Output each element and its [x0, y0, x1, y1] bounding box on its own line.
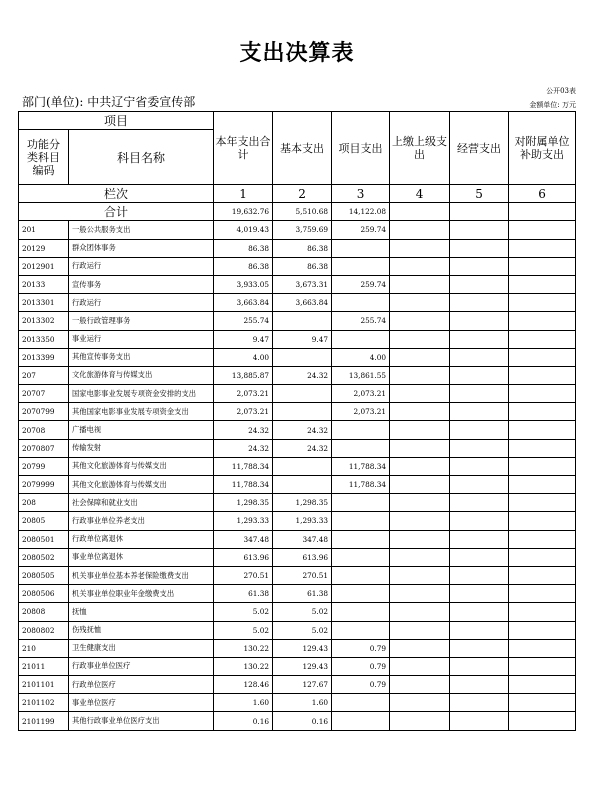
row-total: 24.32 [214, 439, 273, 457]
department-label: 部门(单位): 中共辽宁省委宣传部 [22, 95, 196, 109]
amount-unit: 金额单位: 万元 [529, 101, 576, 109]
column-index: 2 [273, 185, 332, 203]
table-row [19, 712, 576, 730]
row-code: 2079999 [19, 476, 69, 494]
row-business [450, 239, 509, 257]
row-project [332, 694, 390, 712]
row-subsidy [509, 385, 576, 403]
row-total: 1,293.33 [214, 512, 273, 530]
totals-upper [390, 203, 450, 221]
row-subsidy [509, 621, 576, 639]
row-subsidy [509, 348, 576, 366]
row-code: 2013399 [19, 348, 69, 366]
row-basic: 9.47 [273, 330, 332, 348]
row-subsidy [509, 403, 576, 421]
row-project [332, 494, 390, 512]
header-business: 经营支出 [450, 112, 509, 185]
row-business [450, 294, 509, 312]
table-row [19, 257, 576, 275]
row-subsidy [509, 294, 576, 312]
row-business [450, 712, 509, 730]
table-row [19, 548, 576, 566]
row-total: 2,073.21 [214, 403, 273, 421]
row-upper [390, 348, 450, 366]
row-total: 24.32 [214, 421, 273, 439]
row-basic: 613.96 [273, 548, 332, 566]
row-project: 0.79 [332, 657, 390, 675]
row-name: 行政运行 [69, 294, 214, 312]
row-subsidy [509, 694, 576, 712]
row-basic: 3,673.31 [273, 275, 332, 293]
row-upper [390, 494, 450, 512]
row-total: 613.96 [214, 548, 273, 566]
table-row [19, 439, 576, 457]
row-upper [390, 385, 450, 403]
row-business [450, 566, 509, 584]
row-subsidy [509, 221, 576, 239]
row-basic [273, 457, 332, 475]
row-code: 210 [19, 639, 69, 657]
form-number: 公开03表 [546, 87, 576, 95]
row-project [332, 548, 390, 566]
row-subsidy [509, 275, 576, 293]
row-subsidy [509, 366, 576, 384]
row-project: 0.79 [332, 676, 390, 694]
totals-basic: 5,510.68 [273, 203, 332, 221]
row-business [450, 312, 509, 330]
row-business [450, 585, 509, 603]
row-basic [273, 385, 332, 403]
row-subsidy [509, 512, 576, 530]
row-total: 11,788.34 [214, 457, 273, 475]
row-code: 2070799 [19, 403, 69, 421]
row-upper [390, 476, 450, 494]
row-business [450, 676, 509, 694]
row-total: 5.02 [214, 621, 273, 639]
row-upper [390, 603, 450, 621]
row-subsidy [509, 566, 576, 584]
table-row [19, 694, 576, 712]
totals-total: 19,632.76 [214, 203, 273, 221]
row-upper [390, 512, 450, 530]
row-basic [273, 312, 332, 330]
row-project [332, 585, 390, 603]
row-upper [390, 657, 450, 675]
row-project [332, 566, 390, 584]
row-upper [390, 366, 450, 384]
table-row [19, 585, 576, 603]
row-code: 2080506 [19, 585, 69, 603]
row-name: 其他国家电影事业发展专项资金支出 [69, 403, 214, 421]
row-basic: 61.38 [273, 585, 332, 603]
header-subsidy: 对附属单位补助支出 [509, 112, 576, 185]
row-total: 3,933.05 [214, 275, 273, 293]
row-code: 207 [19, 366, 69, 384]
column-index: 5 [450, 185, 509, 203]
row-subsidy [509, 494, 576, 512]
table-row [19, 421, 576, 439]
row-business [450, 275, 509, 293]
row-subsidy [509, 548, 576, 566]
table-row [19, 275, 576, 293]
row-basic: 5.02 [273, 603, 332, 621]
totals-subsidy [509, 203, 576, 221]
row-upper [390, 530, 450, 548]
table-row [19, 385, 576, 403]
row-total: 1,298.35 [214, 494, 273, 512]
row-name: 卫生健康支出 [69, 639, 214, 657]
row-code: 2012901 [19, 257, 69, 275]
row-total: 4,019.43 [214, 221, 273, 239]
row-project: 0.79 [332, 639, 390, 657]
table-row [19, 494, 576, 512]
row-project [332, 257, 390, 275]
row-total: 5.02 [214, 603, 273, 621]
row-basic: 3,759.69 [273, 221, 332, 239]
row-project [332, 621, 390, 639]
row-upper [390, 712, 450, 730]
row-business [450, 494, 509, 512]
row-code: 2080501 [19, 530, 69, 548]
row-subsidy [509, 603, 576, 621]
row-code: 21011 [19, 657, 69, 675]
row-project: 13,861.55 [332, 366, 390, 384]
totals-business [450, 203, 509, 221]
row-project [332, 421, 390, 439]
row-upper [390, 566, 450, 584]
row-business [450, 694, 509, 712]
row-basic [273, 476, 332, 494]
row-name: 抚恤 [69, 603, 214, 621]
row-project [332, 294, 390, 312]
row-upper [390, 639, 450, 657]
row-business [450, 457, 509, 475]
row-business [450, 439, 509, 457]
row-subsidy [509, 439, 576, 457]
row-project [332, 530, 390, 548]
row-upper [390, 239, 450, 257]
row-business [450, 366, 509, 384]
row-basic: 86.38 [273, 239, 332, 257]
row-subsidy [509, 257, 576, 275]
row-code: 20805 [19, 512, 69, 530]
table-row [19, 330, 576, 348]
table-row [19, 530, 576, 548]
row-name: 传输发射 [69, 439, 214, 457]
row-name: 一般行政管理事务 [69, 312, 214, 330]
row-project [332, 603, 390, 621]
row-upper [390, 439, 450, 457]
row-subsidy [509, 239, 576, 257]
row-name: 行政运行 [69, 257, 214, 275]
row-business [450, 512, 509, 530]
row-project: 2,073.21 [332, 403, 390, 421]
row-basic: 24.32 [273, 439, 332, 457]
table-row [19, 403, 576, 421]
row-project [332, 330, 390, 348]
row-name: 行政事业单位医疗 [69, 657, 214, 675]
row-project [332, 239, 390, 257]
row-basic: 129.43 [273, 657, 332, 675]
row-upper [390, 330, 450, 348]
row-business [450, 639, 509, 657]
row-code: 20707 [19, 385, 69, 403]
header-name: 科目名称 [69, 130, 214, 185]
row-basic: 24.32 [273, 366, 332, 384]
table-row [19, 603, 576, 621]
row-upper [390, 548, 450, 566]
table-row [19, 657, 576, 675]
row-basic: 347.48 [273, 530, 332, 548]
row-business [450, 621, 509, 639]
row-code: 20808 [19, 603, 69, 621]
row-name: 社会保障和就业支出 [69, 494, 214, 512]
row-subsidy [509, 330, 576, 348]
column-index-label: 栏次 [19, 185, 214, 203]
row-code: 2080802 [19, 621, 69, 639]
table-row [19, 348, 576, 366]
row-total: 1.60 [214, 694, 273, 712]
row-upper [390, 294, 450, 312]
page-title: 支出决算表 [239, 41, 355, 66]
row-name: 其他宣传事务支出 [69, 348, 214, 366]
row-code: 2013301 [19, 294, 69, 312]
row-project: 255.74 [332, 312, 390, 330]
row-total: 11,788.34 [214, 476, 273, 494]
row-business [450, 603, 509, 621]
row-business [450, 476, 509, 494]
row-project: 11,788.34 [332, 457, 390, 475]
row-name: 事业单位医疗 [69, 694, 214, 712]
row-name: 广播电视 [69, 421, 214, 439]
row-code: 208 [19, 494, 69, 512]
row-total: 86.38 [214, 257, 273, 275]
row-subsidy [509, 712, 576, 730]
row-subsidy [509, 312, 576, 330]
row-business [450, 657, 509, 675]
row-project: 4.00 [332, 348, 390, 366]
row-code: 2080502 [19, 548, 69, 566]
row-code: 2080505 [19, 566, 69, 584]
row-business [450, 221, 509, 239]
column-index: 3 [332, 185, 390, 203]
row-basic: 86.38 [273, 257, 332, 275]
row-project: 259.74 [332, 275, 390, 293]
row-project [332, 439, 390, 457]
row-upper [390, 621, 450, 639]
row-name: 宣传事务 [69, 275, 214, 293]
row-upper [390, 275, 450, 293]
row-total: 86.38 [214, 239, 273, 257]
row-name: 国家电影事业发展专项资金安排的支出 [69, 385, 214, 403]
row-upper [390, 457, 450, 475]
row-basic: 24.32 [273, 421, 332, 439]
row-subsidy [509, 676, 576, 694]
row-name: 机关事业单位职业年金缴费支出 [69, 585, 214, 603]
row-name: 行政单位医疗 [69, 676, 214, 694]
row-subsidy [509, 657, 576, 675]
row-basic [273, 403, 332, 421]
row-code: 20133 [19, 275, 69, 293]
row-name: 一般公共服务支出 [69, 221, 214, 239]
column-index: 6 [509, 185, 576, 203]
table-row [19, 566, 576, 584]
row-upper [390, 257, 450, 275]
row-business [450, 548, 509, 566]
row-total: 3,663.84 [214, 294, 273, 312]
row-total: 270.51 [214, 566, 273, 584]
row-total: 13,885.87 [214, 366, 273, 384]
row-upper [390, 676, 450, 694]
row-total: 61.38 [214, 585, 273, 603]
row-name: 文化旅游体育与传媒支出 [69, 366, 214, 384]
row-total: 4.00 [214, 348, 273, 366]
row-business [450, 421, 509, 439]
row-basic: 0.16 [273, 712, 332, 730]
row-total: 128.46 [214, 676, 273, 694]
table-row [19, 621, 576, 639]
table-row [19, 639, 576, 657]
row-name: 事业运行 [69, 330, 214, 348]
row-basic: 1,298.35 [273, 494, 332, 512]
row-subsidy [509, 421, 576, 439]
row-basic: 5.02 [273, 621, 332, 639]
header-upper: 上缴上级支出 [390, 112, 450, 185]
row-subsidy [509, 585, 576, 603]
table-row [19, 239, 576, 257]
row-code: 20799 [19, 457, 69, 475]
row-business [450, 403, 509, 421]
row-subsidy [509, 530, 576, 548]
header-total: 本年支出合计 [214, 112, 273, 185]
row-upper [390, 694, 450, 712]
totals-project: 14,122.08 [332, 203, 390, 221]
row-basic: 1.60 [273, 694, 332, 712]
row-upper [390, 421, 450, 439]
row-basic: 3,663.84 [273, 294, 332, 312]
row-upper [390, 312, 450, 330]
row-total: 347.48 [214, 530, 273, 548]
row-name: 行政单位离退休 [69, 530, 214, 548]
row-name: 机关事业单位基本养老保险缴费支出 [69, 566, 214, 584]
table-row [19, 366, 576, 384]
table-row [19, 312, 576, 330]
row-basic [273, 348, 332, 366]
row-subsidy [509, 457, 576, 475]
row-code: 20708 [19, 421, 69, 439]
row-business [450, 348, 509, 366]
row-basic: 129.43 [273, 639, 332, 657]
row-project: 259.74 [332, 221, 390, 239]
table-row [19, 476, 576, 494]
row-subsidy [509, 476, 576, 494]
row-business [450, 330, 509, 348]
row-business [450, 530, 509, 548]
row-total: 0.16 [214, 712, 273, 730]
row-project [332, 712, 390, 730]
row-total: 2,073.21 [214, 385, 273, 403]
row-upper [390, 403, 450, 421]
totals-label: 合计 [19, 203, 214, 221]
row-name: 群众团体事务 [69, 239, 214, 257]
row-business [450, 385, 509, 403]
row-project: 11,788.34 [332, 476, 390, 494]
totals-row [19, 203, 576, 221]
row-code: 2013302 [19, 312, 69, 330]
row-code: 2070807 [19, 439, 69, 457]
row-total: 255.74 [214, 312, 273, 330]
row-code: 2013350 [19, 330, 69, 348]
row-basic: 1,293.33 [273, 512, 332, 530]
row-name: 其他行政事业单位医疗支出 [69, 712, 214, 730]
row-business [450, 257, 509, 275]
row-subsidy [509, 639, 576, 657]
row-name: 其他文化旅游体育与传媒支出 [69, 457, 214, 475]
expenditure-table [18, 111, 576, 731]
row-basic: 270.51 [273, 566, 332, 584]
header-code: 功能分类科目编码 [19, 130, 69, 185]
row-name: 事业单位离退休 [69, 548, 214, 566]
row-basic: 127.67 [273, 676, 332, 694]
table-row [19, 676, 576, 694]
row-code: 201 [19, 221, 69, 239]
row-upper [390, 585, 450, 603]
column-index: 1 [214, 185, 273, 203]
row-name: 其他文化旅游体育与传媒支出 [69, 476, 214, 494]
header-item: 项目 [19, 112, 214, 130]
table-row [19, 294, 576, 312]
table-row [19, 457, 576, 475]
row-name: 伤残抚恤 [69, 621, 214, 639]
row-name: 行政事业单位养老支出 [69, 512, 214, 530]
header-project: 项目支出 [332, 112, 390, 185]
row-project: 2,073.21 [332, 385, 390, 403]
row-total: 9.47 [214, 330, 273, 348]
row-code: 2101199 [19, 712, 69, 730]
row-code: 20129 [19, 239, 69, 257]
column-index: 4 [390, 185, 450, 203]
row-code: 2101102 [19, 694, 69, 712]
row-total: 130.22 [214, 657, 273, 675]
table-row [19, 221, 576, 239]
row-total: 130.22 [214, 639, 273, 657]
header-basic: 基本支出 [273, 112, 332, 185]
row-project [332, 512, 390, 530]
row-upper [390, 221, 450, 239]
table-row [19, 512, 576, 530]
row-code: 2101101 [19, 676, 69, 694]
